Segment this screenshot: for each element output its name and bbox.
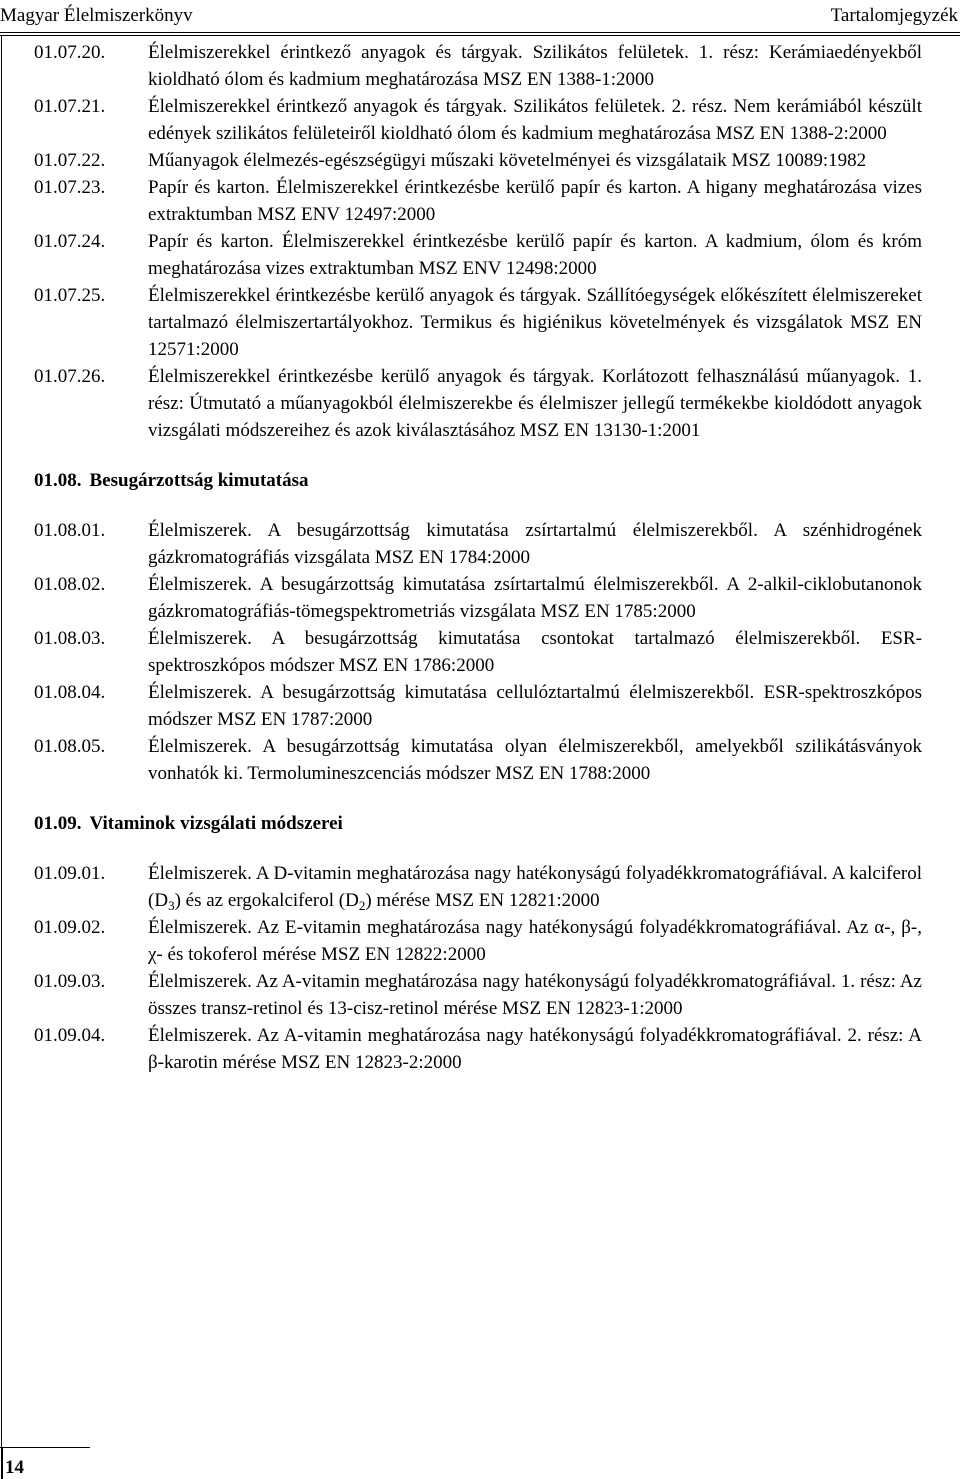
toc-entry — [34, 571, 922, 625]
footer-margin-line — [1, 1448, 3, 1479]
entry-code: 01.07.26. — [34, 366, 106, 387]
table-of-contents — [34, 39, 922, 1076]
entry-title: Élelmiszerek. Az A-vitamin meghatározása nagy hatékonyságú folyadékkromatográfiával. 1. rész: Az összes transz-retinol és 13-cisz-retinol mérése MSZ EN 12823-1:2000 — [148, 971, 922, 1019]
page-header — [0, 0, 960, 40]
subscript: 3 — [168, 898, 175, 913]
toc-entry — [34, 93, 922, 147]
entry-title-part: ) mérése MSZ EN 12821:2000 — [365, 890, 600, 911]
entry-code: 01.08.05. — [34, 736, 106, 757]
entry-title: Élelmiszerek. A besugárzottság kimutatása cellulóztartalmú élelmiszerekből. ESR-spektroszkópos módszer MSZ EN 1787:2000 — [148, 682, 922, 730]
entry-code: 01.09.02. — [34, 917, 106, 938]
entry-code: 01.08.01. — [34, 520, 106, 541]
entry-code: 01.08.02. — [34, 574, 106, 595]
entry-code: 01.09.03. — [34, 971, 106, 992]
entry-title-part: ) és az ergokalciferol (D — [174, 890, 359, 911]
toc-entry — [34, 1022, 922, 1076]
entry-title-part: Élelmiszerek. A D-vitamin meghatározása nagy hatékonyságú folyadékkromatográfiával. A kalciferol (D — [148, 863, 922, 911]
toc-entry — [34, 914, 922, 968]
toc-entry — [34, 282, 922, 363]
toc-entry — [34, 147, 922, 174]
section-heading — [34, 467, 922, 494]
section-heading — [34, 810, 922, 837]
toc-entry — [34, 679, 922, 733]
entry-code: 01.08.04. — [34, 682, 106, 703]
entry-code: 01.07.21. — [34, 96, 106, 117]
subscript: 2 — [358, 898, 366, 913]
section-code: 01.08. — [34, 470, 82, 491]
entry-title: Élelmiszerek. Az E-vitamin meghatározása nagy hatékonyságú folyadékkromatográfiával. Az α-, β-, χ- és tokoferol mérése MSZ EN 12822:2000 — [148, 917, 922, 965]
entry-title: Papír és karton. Élelmiszerekkel érintkezésbe kerülő papír és karton. A kadmium, ólom és króm meghatározása vizes extraktumban MSZ ENV 12498:2000 — [148, 231, 922, 279]
header-rule-double — [0, 35, 960, 36]
entry-code: 01.07.24. — [34, 231, 106, 252]
entry-title: Élelmiszerekkel érintkező anyagok és tárgyak. Szilikátos felületek. 2. rész. Nem kerámiából készült edények szilikátos felületeiről kioldható ólom és kadmium meghatározása MSZ EN 1388-2:2000 — [148, 96, 922, 144]
entry-title: Élelmiszerek. A besugárzottság kimutatása zsírtartalmú élelmiszerekből. A 2-alkil-ciklobutanonok gázkromatográfiás-tömegspektrometriás vizsgálata MSZ EN 1785:2000 — [148, 574, 922, 622]
header-rule — [0, 32, 960, 33]
entry-code: 01.09.01. — [34, 863, 106, 884]
toc-entry — [34, 625, 922, 679]
footer-rule — [0, 1447, 90, 1448]
toc-entry — [34, 733, 922, 787]
entry-code: 01.07.22. — [34, 150, 106, 171]
left-margin-line — [1, 35, 2, 1448]
toc-entry — [34, 363, 922, 444]
entry-title — [148, 860, 922, 914]
entry-title: Élelmiszerekkel érintkező anyagok és tárgyak. Szilikátos felületek. 1. rész: Kerámiaedényekből kioldható ólom és kadmium meghatározása MSZ EN 1388-1:2000 — [148, 42, 922, 90]
entry-title: Élelmiszerekkel érintkezésbe kerülő anyagok és tárgyak. Szállítóegységek előkészített élelmiszereket tartalmazó élelmiszertartályokhoz. Termikus és higiénikus követelmények és vizsgálatok MSZ EN 12571:2000 — [148, 285, 922, 360]
entry-title: Élelmiszerek. Az A-vitamin meghatározása nagy hatékonyságú folyadékkromatográfiával. 2. rész: A β-karotin mérése MSZ EN 12823-2:2000 — [148, 1025, 922, 1073]
entry-code: 01.07.23. — [34, 177, 106, 198]
book-title: Magyar Élelmiszerkönyv — [0, 5, 193, 26]
entry-title: Műanyagok élelmezés-egészségügyi műszaki követelményei és vizsgálataik MSZ 10089:1982 — [148, 150, 867, 171]
section-code: 01.09. — [34, 813, 82, 834]
entry-title: Élelmiszerek. A besugárzottság kimutatása olyan élelmiszerekből, amelyekből szilikátásványok vonhatók ki. Termolumineszcenciás módszer MSZ EN 1788:2000 — [148, 736, 922, 784]
entry-code: 01.07.20. — [34, 42, 106, 63]
toc-entry — [34, 228, 922, 282]
section-title: Vitaminok vizsgálati módszerei — [89, 813, 343, 834]
entry-code: 01.08.03. — [34, 628, 106, 649]
toc-entry — [34, 968, 922, 1022]
toc-entry — [34, 517, 922, 571]
entry-title: Élelmiszerek. A besugárzottság kimutatása zsírtartalmú élelmiszerekből. A szénhidrogének gázkromatográfiás vizsgálata MSZ EN 1784:2000 — [148, 520, 922, 568]
section-title: Besugárzottság kimutatása — [89, 470, 309, 491]
entry-code: 01.09.04. — [34, 1025, 106, 1046]
entry-code: 01.07.25. — [34, 285, 106, 306]
entry-title: Élelmiszerekkel érintkezésbe kerülő anyagok és tárgyak. Korlátozott felhasználású műanyagok. 1. rész: Útmutató a műanyagokból élelmiszerekbe és élelmiszer jellegű termékekbe kioldódott anyagok vizsgálati módszereihez és azok kiválasztásához MSZ EN 13130-1:2001 — [148, 366, 922, 441]
entry-title: Élelmiszerek. A besugárzottság kimutatása csontokat tartalmazó élelmiszerekből. ESR-spektroszkópos módszer MSZ EN 1786:2000 — [148, 628, 922, 676]
toc-entry — [34, 860, 922, 914]
page-number: 14 — [5, 1457, 24, 1478]
toc-entry — [34, 39, 922, 93]
entry-title: Papír és karton. Élelmiszerekkel érintkezésbe kerülő papír és karton. A higany meghatározása vizes extraktumban MSZ ENV 12497:2000 — [148, 177, 922, 225]
toc-entry — [34, 174, 922, 228]
header-section-title: Tartalomjegyzék — [830, 5, 958, 26]
